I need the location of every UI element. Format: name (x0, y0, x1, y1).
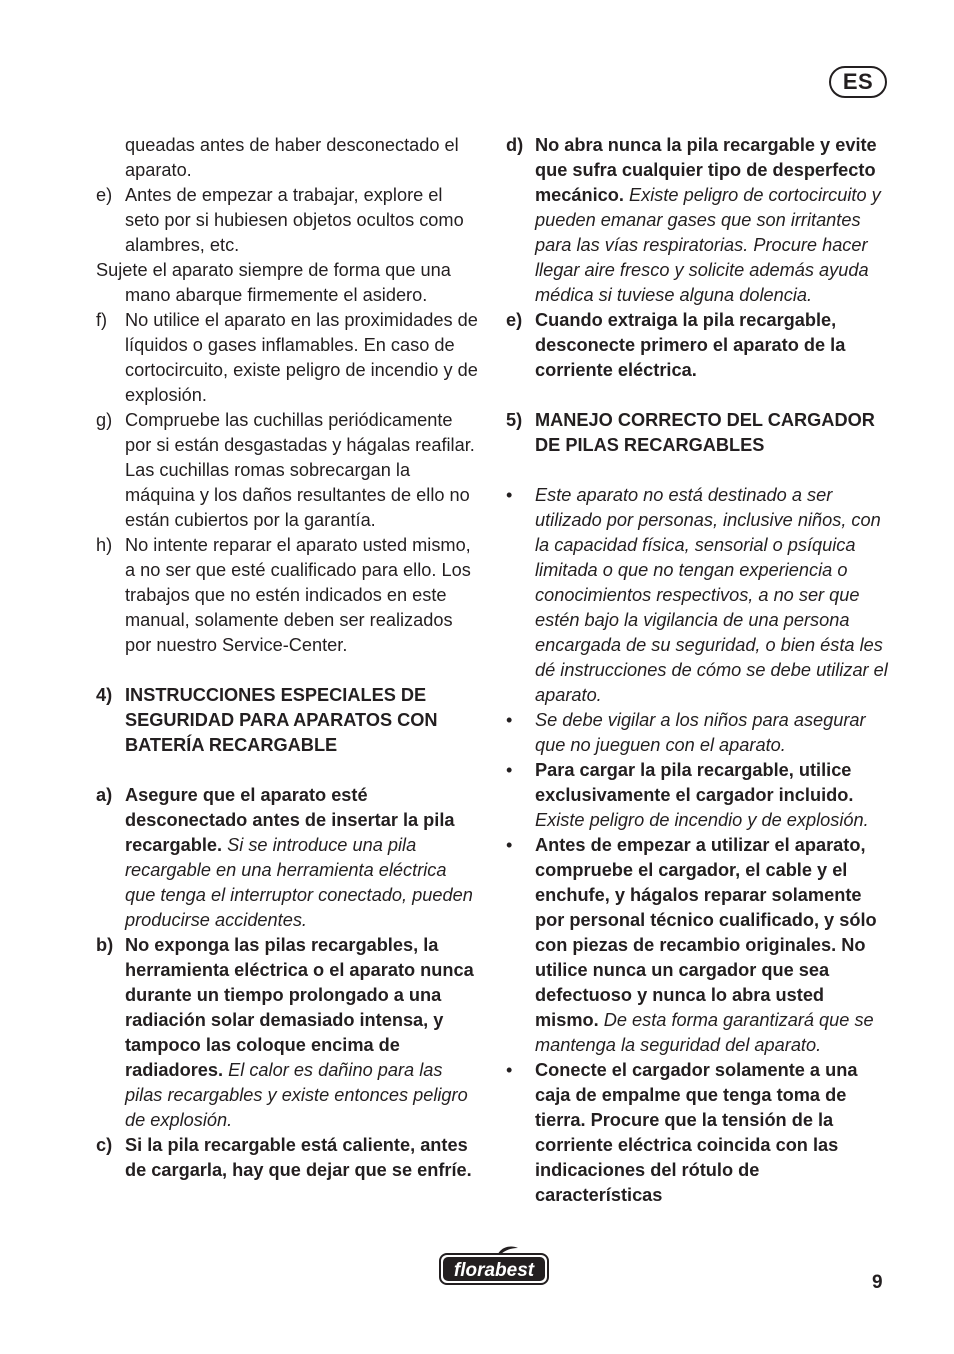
list-item-h (96, 533, 480, 658)
item-label: d) (506, 135, 524, 155)
section-title: MANEJO CORRECTO DEL CARGADOR DE PILAS RECARGABLES (535, 410, 875, 455)
bullet-marker: • (506, 710, 513, 730)
item-bold-text: No exponga las pilas recargables, la herramienta eléctrica o el aparato nunca durante un tiempo prolongado a una radiación solar demasiado intensa, y tampoco las coloque encima de radiadores. (125, 935, 474, 1080)
item-label: e) (96, 185, 113, 205)
list-item-g (96, 408, 480, 533)
logo-text: florabest (453, 1260, 535, 1281)
item-label: h) (96, 535, 113, 555)
list-item-d (506, 133, 890, 308)
item-label: b) (96, 935, 114, 955)
item-bold-text: Conecte el cargador solamente a una caja de empalme que tenga toma de tierra. Procure que la tensión de la corriente eléctrica coincida con las indicaciones del rótulo de características (535, 1060, 858, 1205)
item-text: Antes de empezar a trabajar, explore el seto por si hubiesen objetos ocultos como alambres, etc. (125, 185, 464, 255)
item-bold-text: Antes de empezar a utilizar el aparato, compruebe el cargador, el cable y el enchufe, y hágalos reparar solamente por personal técnico cualificado, y sólo con piezas de recambio originales. No utilice nunca un cargador que sea defectuoso y nunca lo abra usted mismo. (535, 835, 877, 1030)
list-item-b (96, 933, 480, 1133)
item-label: g) (96, 410, 113, 430)
item-italic-text: Si se introduce una pila recargable en una herramienta eléctrica que tenga el interruptor conectado, pueden producirse accidentes. (125, 835, 473, 930)
item-bold-text: Si la pila recargable está caliente, antes de cargarla, hay que dejar que se enfríe. (125, 1135, 472, 1180)
item-label: e) (506, 310, 523, 330)
plain-paragraph: Sujete el aparato siempre de forma que una mano abarque firmemente el asidero. (96, 260, 451, 305)
section-5-heading (506, 408, 890, 458)
item-italic-text: El calor es dañino para las pilas recargables y existe entonces peligro de explosión. (125, 1060, 468, 1130)
bullet-marker: • (506, 760, 513, 780)
list-item-e-right (506, 308, 890, 383)
section-title: INSTRUCCIONES ESPECIALES DE SEGURIDAD PARA APARATOS CON BATERÍA RECARGABLE (125, 685, 438, 755)
section-4-heading (96, 683, 480, 758)
item-text: No utilice el aparato en las proximidades de líquidos o gases inflamables. En caso de cortocircuito, existe peligro de incendio y de explosión. (125, 310, 478, 405)
item-italic-text: Existe peligro de incendio y de explosión. (535, 810, 869, 830)
list-item-c (96, 1133, 480, 1183)
section-number: 5) (506, 410, 523, 430)
item-bold-text: No abra nunca la pila recargable y evite que sufra cualquier tipo de desperfecto mecánico. (535, 135, 877, 205)
item-italic-text: Se debe vigilar a los niños para asegurar que no jueguen con el aparato. (535, 710, 866, 755)
item-bold-text: Para cargar la pila recargable, utilice exclusivamente el cargador incluido. (535, 760, 854, 805)
section-number: 4) (96, 685, 113, 705)
page-number: 9 (872, 1272, 883, 1293)
language-badge: ES (829, 66, 887, 98)
continued-item-text: queadas antes de haber desconectado el aparato. (125, 135, 459, 180)
item-italic-text: Existe peligro de cortocircuito y pueden emanar gases que son irritantes para las vías respiratorias. Procure hacer llegar aire fresco y solicite además ayuda médica si tuviese alguna dolencia. (535, 185, 881, 305)
bullet-item (506, 758, 890, 833)
left-column (96, 133, 480, 1183)
bullet-item (506, 833, 890, 1058)
bullet-item (506, 483, 890, 708)
bullet-item (506, 1058, 890, 1208)
item-label: a) (96, 785, 113, 805)
bullet-marker: • (506, 485, 513, 505)
list-item-f (96, 308, 480, 408)
item-label: f) (96, 310, 108, 330)
right-column (506, 133, 890, 1208)
item-label: c) (96, 1135, 113, 1155)
list-item-e (96, 183, 480, 258)
list-item-a (96, 783, 480, 933)
bullet-marker: • (506, 1060, 513, 1080)
bullet-item (506, 708, 890, 758)
item-bold-text: Asegure que el aparato esté desconectado antes de insertar la pila recargable. (125, 785, 455, 855)
item-italic-text: Este aparato no está destinado a ser utilizado por personas, inclusive niños, con la capacidad física, sensorial o psíquica limitada o que no tengan experiencia o conocimientos respectivos, a no ser que estén bajo la vigilancia de una persona encargada de su seguridad, o bien ésta les dé instrucciones de cómo se debe utilizar el aparato. (535, 485, 888, 705)
item-italic-text: De esta forma garantizará que se mantenga la seguridad del aparato. (535, 1010, 874, 1055)
florabest-logo (438, 1245, 550, 1287)
item-bold-text: Cuando extraiga la pila recargable, desconecte primero el aparato de la corriente eléctrica. (535, 310, 846, 380)
item-text: Compruebe las cuchillas periódicamente por si están desgastadas y hágalas reafilar. Las cuchillas romas sobrecargan la máquina y los daños resultantes de ello no están cubiertos por la garantía. (125, 410, 475, 530)
bullet-marker: • (506, 835, 513, 855)
item-text: No intente reparar el aparato usted mismo, a no ser que esté cualificado para ello. Los trabajos que no estén indicados en este manual, solamente deben ser realizados por nuestro Service-Center. (125, 535, 471, 655)
